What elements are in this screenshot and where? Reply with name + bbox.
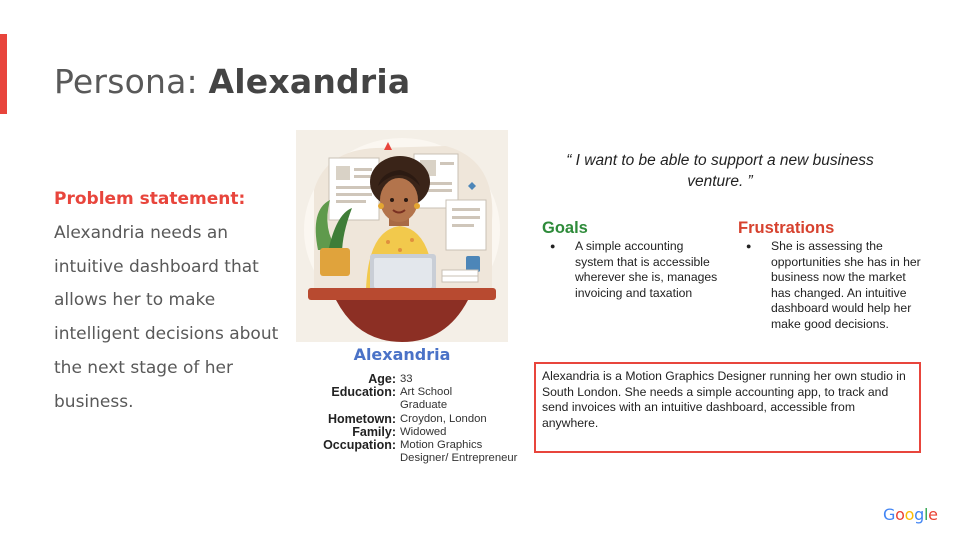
- title-prefix: Persona:: [54, 62, 198, 101]
- fact-key: Education:: [331, 385, 396, 400]
- goals-heading: Goals: [542, 219, 588, 237]
- fact-key: Family:: [352, 424, 396, 439]
- persona-facts: [306, 373, 530, 465]
- logo-letter: l: [923, 505, 929, 524]
- fact-row-occupation: [306, 439, 530, 465]
- fact-value: Croydon, London: [400, 412, 487, 425]
- problem-label: Problem statement:: [54, 189, 246, 209]
- goals-list: [542, 239, 722, 301]
- fact-value: 33: [400, 373, 413, 385]
- fact-key: Hometown:: [327, 411, 396, 426]
- fact-key: Age:: [368, 372, 396, 386]
- persona-illustration: [296, 130, 508, 342]
- goal-item: ● A simple accounting system that is accessible wherever she is, manages invoicing and taxation: [542, 239, 722, 301]
- accent-bar: [0, 34, 7, 114]
- fact-value: Motion Graphics Designer/ Entrepreneur: [400, 439, 518, 465]
- fact-key: Occupation:: [323, 438, 396, 453]
- fact-row-education: [306, 386, 530, 412]
- frustrations-list: [738, 239, 923, 332]
- problem-statement: [54, 183, 279, 420]
- persona-quote: “ I want to be able to support a new business venture. ”: [566, 152, 874, 190]
- fact-value: Art School Graduate: [400, 386, 453, 412]
- google-logo: [883, 505, 938, 524]
- slide-title: [54, 62, 410, 101]
- frustrations-heading: Frustrations: [738, 219, 835, 237]
- logo-letter: o: [895, 505, 905, 524]
- fact-row-hometown: [306, 413, 530, 426]
- problem-text: Alexandria needs an intuitive dashboard that allows her to make intelligent decisions about the next stage of her business.: [54, 222, 279, 412]
- persona-illustration-svg: [296, 130, 508, 342]
- logo-letter: g: [914, 505, 924, 524]
- logo-letter: o: [904, 505, 915, 524]
- persona-name: Alexandria: [353, 345, 451, 364]
- logo-letter: G: [883, 505, 896, 524]
- frustration-item: ● She is assessing the opportunities she has in her business now the market has changed. An intuitive dashboard would help her make good decisions.: [738, 239, 923, 332]
- persona-summary: Alexandria is a Motion Graphics Designer running her own studio in South London. She needs a simple accounting app, to track and send invoices with an intuitive dashboard, accessible from anywhere.: [534, 362, 921, 453]
- logo-letter: e: [928, 505, 938, 524]
- fact-value: Widowed: [400, 425, 447, 438]
- title-name: Alexandria: [208, 62, 411, 101]
